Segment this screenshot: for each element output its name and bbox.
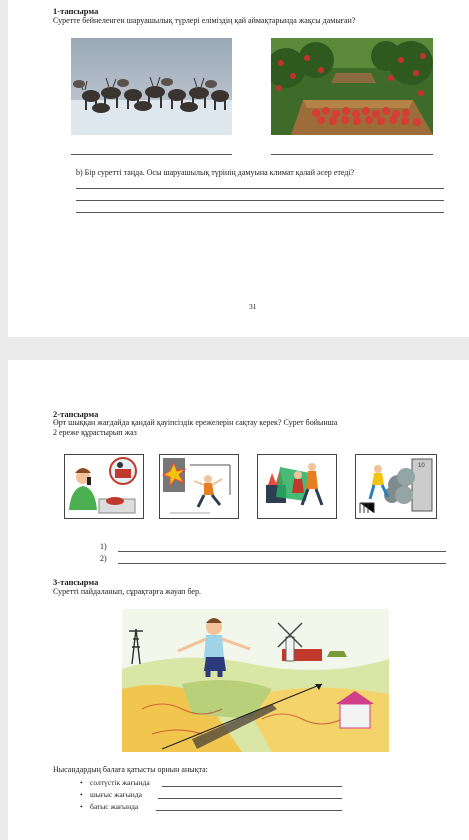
call-firefighters-picture — [64, 454, 144, 519]
escape-smoke-picture — [355, 454, 437, 519]
task3-item-west: • батыс жағында — [90, 802, 138, 811]
task3-prompt: Нысандардың балаға қатысты орнын анықта: — [53, 765, 208, 774]
task3-title: 3-тапсырма — [53, 577, 99, 587]
answer-line-2[interactable] — [271, 154, 433, 155]
apple-orchard-photo — [271, 38, 433, 135]
answer-label-1: 1) — [100, 542, 107, 551]
leave-building-picture — [159, 454, 239, 519]
task3-answer-line-west[interactable] — [156, 810, 342, 811]
page-number: 31 — [249, 302, 257, 311]
orientation-scene-picture — [122, 609, 389, 752]
task1-question: Суретте бейнеленген шаруашылық түрлері еліміздің қай аймақтарында жақсы дамыған? — [53, 16, 356, 25]
reindeer-herd-photo — [71, 38, 232, 135]
task3-answer-line-east[interactable] — [158, 798, 342, 799]
smother-fire-picture — [257, 454, 337, 519]
task2-answer-line-1[interactable] — [118, 551, 446, 552]
task3-item-north: • солтүстік жағында — [90, 778, 150, 787]
task2-title: 2-тапсырма — [53, 409, 99, 419]
task1-title: 1-тапсырма — [53, 6, 99, 16]
task1-subquestion: b) Бір суретті таңда. Осы шаруашылық түрінің дамуына климат қалай әсер етеді? — [76, 168, 355, 177]
answer-line-1[interactable] — [71, 154, 232, 155]
answer-line-3[interactable] — [76, 188, 444, 189]
door-sign: 10 — [418, 463, 425, 469]
task2-answer-line-2[interactable] — [118, 563, 446, 564]
task3-instruction: Суретті пайдаланып, сұрақтарға жауап бер. — [53, 587, 201, 596]
answer-line-5[interactable] — [76, 212, 444, 213]
worksheet-page-2 — [8, 360, 469, 840]
answer-label-2: 2) — [100, 554, 107, 563]
answer-line-4[interactable] — [76, 200, 444, 201]
worksheet-page-1 — [8, 0, 469, 337]
task3-answer-line-north[interactable] — [162, 786, 342, 787]
task2-question-line2: 2 ереже құрастырып жаз — [53, 428, 137, 437]
task3-item-east: • шығыс жағында — [90, 790, 142, 799]
task2-question-line1: Өрт шыққан жағдайда қандай қауіпсіздік ережелерін сақтау керек? Сурет бойынша — [53, 418, 338, 427]
